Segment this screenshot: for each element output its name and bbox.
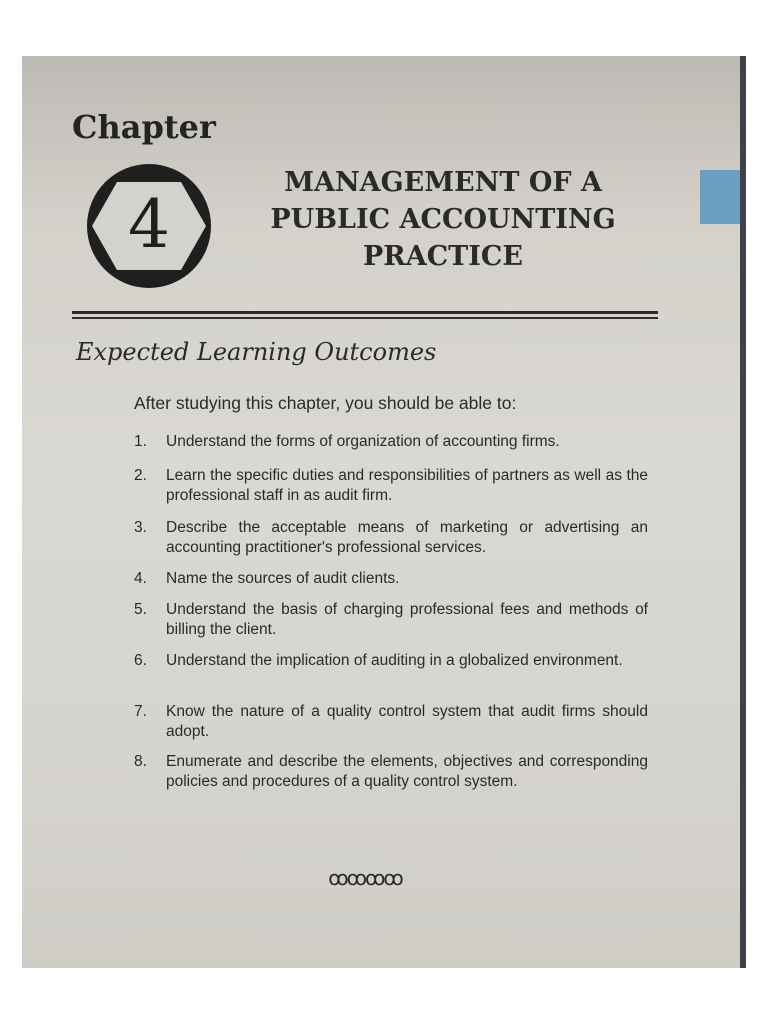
list-item-text: Understand the forms of organization of accounting firms. — [166, 433, 560, 450]
chapter-title — [258, 164, 628, 275]
list-item-number: 4. — [134, 570, 147, 587]
list-item-number: 5. — [134, 601, 147, 618]
blue-page-tab — [700, 170, 746, 224]
chapter-number: 4 — [128, 186, 170, 263]
list-item — [134, 702, 648, 742]
list-item — [134, 569, 648, 589]
list-item — [134, 600, 648, 640]
list-item-text: Enumerate and describe the elements, objectives and corresponding policies and procedures of a quality control system. — [166, 753, 648, 790]
list-item-text: Learn the specific duties and responsibilities of partners as well as the professional staff in as audit firm. — [166, 467, 648, 504]
list-item-text: Know the nature of a quality control system that audit firms should adopt. — [166, 703, 648, 740]
section-heading: Expected Learning Outcomes — [76, 338, 437, 366]
chapter-title-line-1: MANAGEMENT OF A — [284, 167, 602, 198]
double-rule-bottom — [72, 317, 658, 319]
list-item — [134, 518, 648, 558]
chapter-title-line-2: PUBLIC ACCOUNTING — [270, 204, 616, 235]
list-item — [134, 752, 648, 792]
ornament-divider: ꝏꝏꝏꝏ — [328, 866, 402, 890]
list-item — [134, 432, 648, 452]
chapter-label: Chapter — [72, 108, 216, 146]
section-intro: After studying this chapter, you should be able to: — [134, 393, 517, 413]
page-photo — [22, 56, 746, 968]
list-item-text: Understand the basis of charging professional fees and methods of billing the client. — [166, 601, 648, 638]
list-item-text: Understand the implication of auditing in a globalized environment. — [166, 652, 623, 669]
list-item-text: Name the sources of audit clients. — [166, 570, 400, 587]
list-item-text: Describe the acceptable means of marketing or advertising an accounting practitioner's professional services. — [166, 519, 648, 556]
chapter-title-line-3: PRACTICE — [363, 241, 523, 272]
list-item-number: 3. — [134, 519, 147, 536]
list-item — [134, 466, 648, 506]
list-item-number: 8. — [134, 753, 147, 770]
list-item — [134, 651, 648, 671]
list-item-number: 2. — [134, 467, 147, 484]
list-item-number: 6. — [134, 652, 147, 669]
list-item-number: 1. — [134, 433, 147, 450]
list-item-number: 7. — [134, 703, 147, 720]
double-rule-top — [72, 311, 658, 314]
